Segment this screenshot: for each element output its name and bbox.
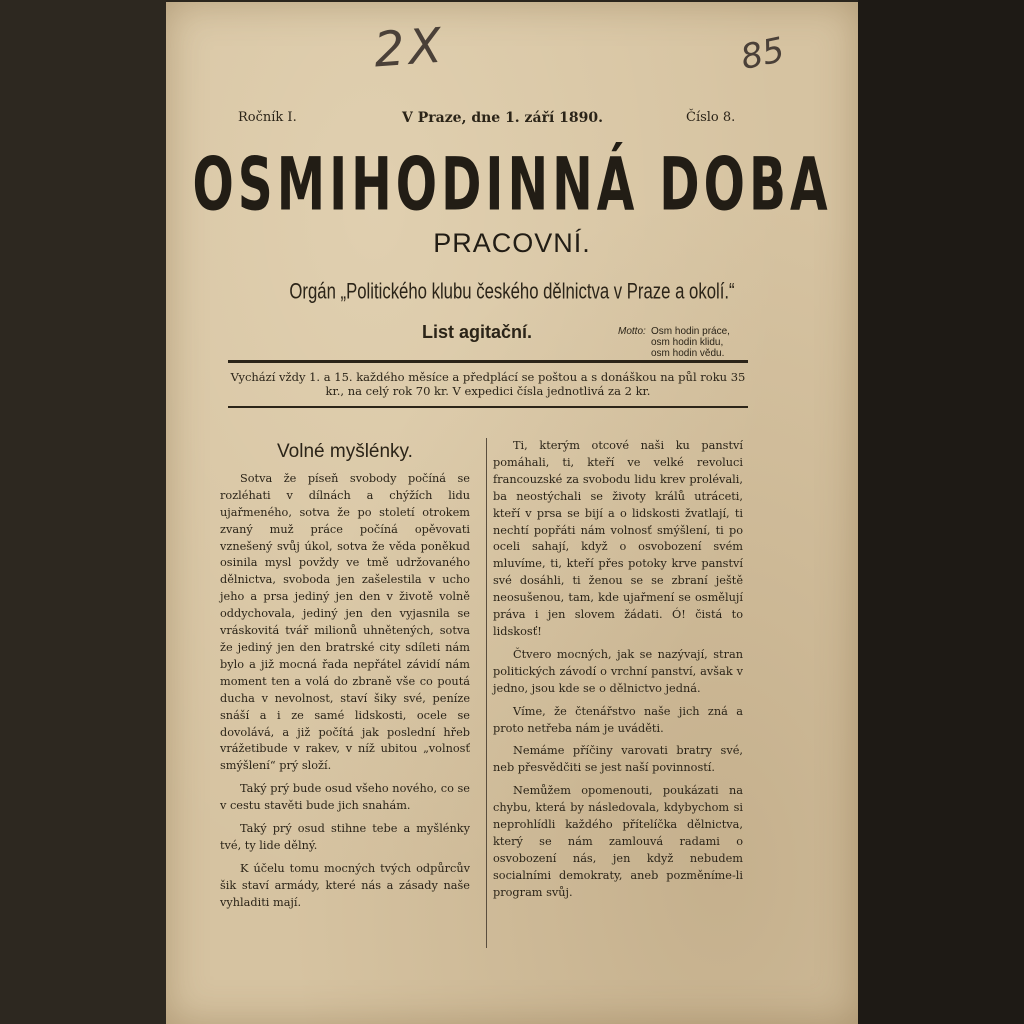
article-paragraph: Nemáme příčiny varovati bratry své, neb přesvědčiti se jest naší povinností. [493, 744, 743, 775]
newspaper-page [166, 2, 858, 1024]
article-title: Volné myšlénky. [277, 441, 413, 462]
background-left [0, 0, 166, 1024]
article-column-right [493, 438, 743, 908]
article-column-left [220, 438, 470, 918]
article-paragraph: Čtvero mocných, jak se nazývají, stran politických závodí o vrchní panství, avšak v jedno, jsou kde se o dělnictvo jedná. [493, 647, 743, 695]
motto [618, 326, 730, 359]
rule-bottom [228, 406, 748, 408]
motto-line: osm hodin klidu, [651, 337, 724, 348]
background-right [858, 0, 1024, 1024]
motto-line: Osm hodin práce, [651, 326, 730, 337]
masthead-organ-line: Orgán „Politického klubu českého dělnictva v Praze a okolí.“ [289, 280, 735, 305]
issue-date: V Praze, dne 1. září 1890. [402, 110, 603, 126]
handwritten-note-left: 2X [372, 17, 448, 79]
rule-top [228, 360, 748, 363]
column-divider [486, 438, 487, 948]
masthead-subtitle: PRACOVNÍ. [433, 228, 591, 258]
article-paragraph: Nemůžem opomenouti, poukázati na chybu, která by následovala, kdybychom si neprohlídli každého přítelíčka dělnictva, který se nám zamlouvá radami o osvobození nás, jen když nebudem socialními demokraty, aneb pozměníme-li program svůj. [493, 784, 743, 899]
motto-label: Motto: [618, 326, 646, 337]
motto-line: osm hodin vědu. [651, 348, 725, 359]
article-paragraph: Ti, kterým otcové naši ku panství pomáhali, ti, kteří ve velké revoluci francouzské za svobodu lidu krev prolévali, ba neostýchali se životy králů utráceti, kteří v prsa se bijí a o lidskosti žvatlají, ti nechtí popřáti nám volnosť smýšlení, ti po oceli sahají, když o osvobození svém mluvíme, ti, kteří přes potoky krve panství své dosáhli, ti ženou se se zbraní ještě neosušenou, tam, kde ujařmení se osmělují práva i jen slovem žádati. Ó! čistá to lidskosť! [493, 439, 743, 638]
article-paragraph: Taký prý osud stihne tebe a myšlénky tvé, ty lide dělný. [220, 822, 470, 852]
article-paragraph: Víme, že čtenářstvo naše jich zná a proto netřeba nám je uváděti. [493, 704, 743, 735]
issue-number: Číslo 8. [686, 110, 736, 125]
article-paragraph: Taký prý bude osud všeho nového, co se v cestu stavěti bude jich snahám. [220, 782, 470, 813]
masthead-title: OSMIHODINNÁ DOBA [192, 142, 832, 228]
article-paragraph: K účelu tomu mocných tvých odpůrcův šik staví armády, které nás a zásady naše vyhladiti mají. [220, 861, 470, 909]
motto-lines [651, 326, 730, 359]
volume-label: Ročník I. [238, 110, 297, 125]
masthead-list-type: List agitační. [422, 322, 533, 342]
handwritten-note-right: 85 [737, 29, 788, 79]
article-paragraph: Sotva že píseň svobody počíná se rozléhati v dílnách a chýžích lidu ujařmeného, sotva že po století otrokem zvaný muž práce počíná opěvovati vznešený svůj úkol, sotva že věda poněkud osinila mysl povždy ve tmě udržovaného dělnictva, svoboda jen zašelestila v ucho jeho a prsa jediný jen den v životě volně oddychovala, jediný jen den vyjasnila se vráskovitá tvář milionů uhnětených, sotva že jediný jen den bratrské city sdíleti nám bylo a již mocná řada nepřátel závidí nám moment ten a volá do zbraně vše co poutá ducha v nevolnost, staví šiky své, peníze snáší a i ze samé lidskosti, ocele se dovolává, a již počítá jak poslední hřeb vrážetibude v rakev, v níž ubitou „volnosť smýšlení“ prý složí. [220, 471, 470, 773]
subscription-info: Vychází vždy 1. a 15. každého měsíce a předplácí se poštou a s donáškou na půl roku 35 kr., na celý rok 70 kr. V expedici čísla jednotlivá za 2 kr. [230, 370, 746, 398]
